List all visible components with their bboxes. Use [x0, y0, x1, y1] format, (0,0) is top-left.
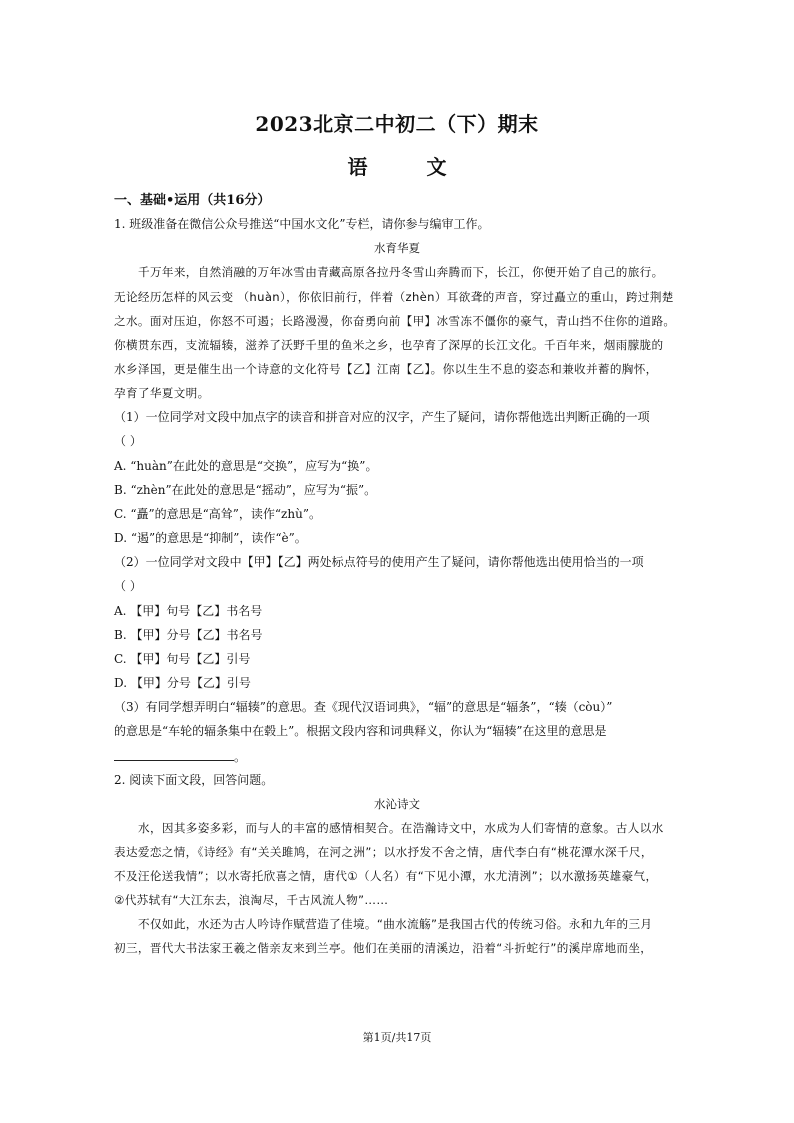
passage-1-line: 孕育了华夏文明。: [114, 386, 210, 400]
option-a: A. “huàn”在此处的意思是“交换”，应写为“换”。: [114, 459, 378, 473]
passage-2-title: 水沁诗文: [374, 797, 420, 811]
blank-period: 。: [234, 750, 247, 764]
question-1-3-line: 的意思是“车轮的辐条集中在毂上”。根据文段内容和词典释义，你认为“辐辏”在这里的意思是: [114, 724, 607, 738]
answer-parentheses: （ ）: [114, 579, 142, 593]
passage-2-line: 不及汪伦送我情”；以水寄托欣喜之情，唐代①（人名）有“下见小潭，水尤清洌”；以水激扬英雄豪气，: [114, 869, 658, 883]
passage-2-line: 初三，晋代大书法家王羲之偕亲友来到兰亭。他们在美丽的清溪边，沿着“斗折蛇行”的溪岸席地而坐，: [114, 941, 653, 955]
option-a: A. 【甲】句号【乙】书名号: [114, 604, 263, 618]
question-1-1-stem: （1）一位同学对文段中加点字的读音和拼音对应的汉字，产生了疑问，请你帮他选出判断正确的一项: [114, 410, 650, 424]
option-b: B. “zhèn”在此处的意思是“摇动”，应写为“振”。: [114, 483, 377, 497]
passage-1-title: 水育华夏: [374, 241, 420, 255]
passage-1-line: 之水。面对压迫，你怒不可遏；长路漫漫，你奋勇向前【甲】冰雪冻不僵你的豪气，青山挡不住你的道路。: [114, 314, 676, 328]
question-1-intro: 1. 班级准备在微信公众号推送“中国水文化”专栏，请你参与编审工作。: [114, 217, 490, 231]
passage-2-line: 表达爱恋之情，《诗经》有“关关雎鸠，在河之洲”；以水抒发不舍之情，唐代李白有“桃花潭水深千尺，: [114, 845, 653, 859]
passage-2-line: ②代苏轼有“大江东去，浪淘尽，千古风流人物”……: [114, 893, 389, 907]
question-2-intro: 2. 阅读下面文段，回答问题。: [114, 773, 274, 787]
section-heading: 一、基础•运用（共16分）: [114, 193, 271, 208]
passage-1-line: 千万年来，自然消融的万年冰雪由青藏高原各拉丹冬雪山奔腾而下，长江，你便开始了自己的旅行。: [138, 265, 664, 279]
option-d: D. 【甲】分号【乙】引号: [114, 676, 251, 690]
page-number: 第1页/共17页: [362, 1031, 432, 1044]
option-b: B. 【甲】分号【乙】书名号: [114, 628, 263, 642]
option-c: C. 【甲】句号【乙】引号: [114, 652, 251, 666]
exam-title: 2023北京二中初二（下）期末: [255, 112, 539, 136]
subject-title: 语 文: [347, 155, 473, 179]
blank-underline: [114, 748, 234, 761]
answer-blank: [114, 748, 246, 765]
passage-1-line: 无论经历怎样的风云变 （huàn），你依旧前行，伴着（zhèn）耳欲聋的声音，穿过矗立的重山，跨过荆楚: [114, 290, 674, 304]
passage-2-line: 水，因其多姿多彩，而与人的丰富的感情相契合。在浩瀚诗文中，水成为人们寄情的意象。古人以水: [138, 821, 664, 835]
option-c: C. “矗”的意思是“高耸”，读作“zhù”。: [114, 507, 321, 521]
passage-2-line: 不仅如此，水还为古人吟诗作赋营造了佳境。“曲水流觞”是我国古代的传统习俗。永和九年的三月: [138, 917, 653, 931]
passage-1-line: 水乡泽国，更是催生出一个诗意的文化符号【乙】江南【乙】。你以生生不息的姿态和兼收并蓄的胸怀，: [114, 362, 658, 376]
passage-1-line: 你横贯东西，支流辐辏，滋养了沃野千里的鱼米之乡，也孕育了深厚的长江文化。千百年来，烟雨朦胧的: [114, 338, 664, 352]
question-1-2-stem: （2）一位同学对文段中【甲】【乙】两处标点符号的使用产生了疑问，请你帮他选出使用恰当的一项: [114, 555, 644, 569]
question-1-3-line: （3）有同学想弄明白“辐辏”的意思。查《现代汉语词典》，“辐”的意思是“辐条”，“辏（còu）”: [114, 700, 613, 714]
option-d: D. “遏”的意思是“抑制”，读作“è”。: [114, 531, 307, 545]
answer-parentheses: （ ）: [114, 434, 142, 448]
